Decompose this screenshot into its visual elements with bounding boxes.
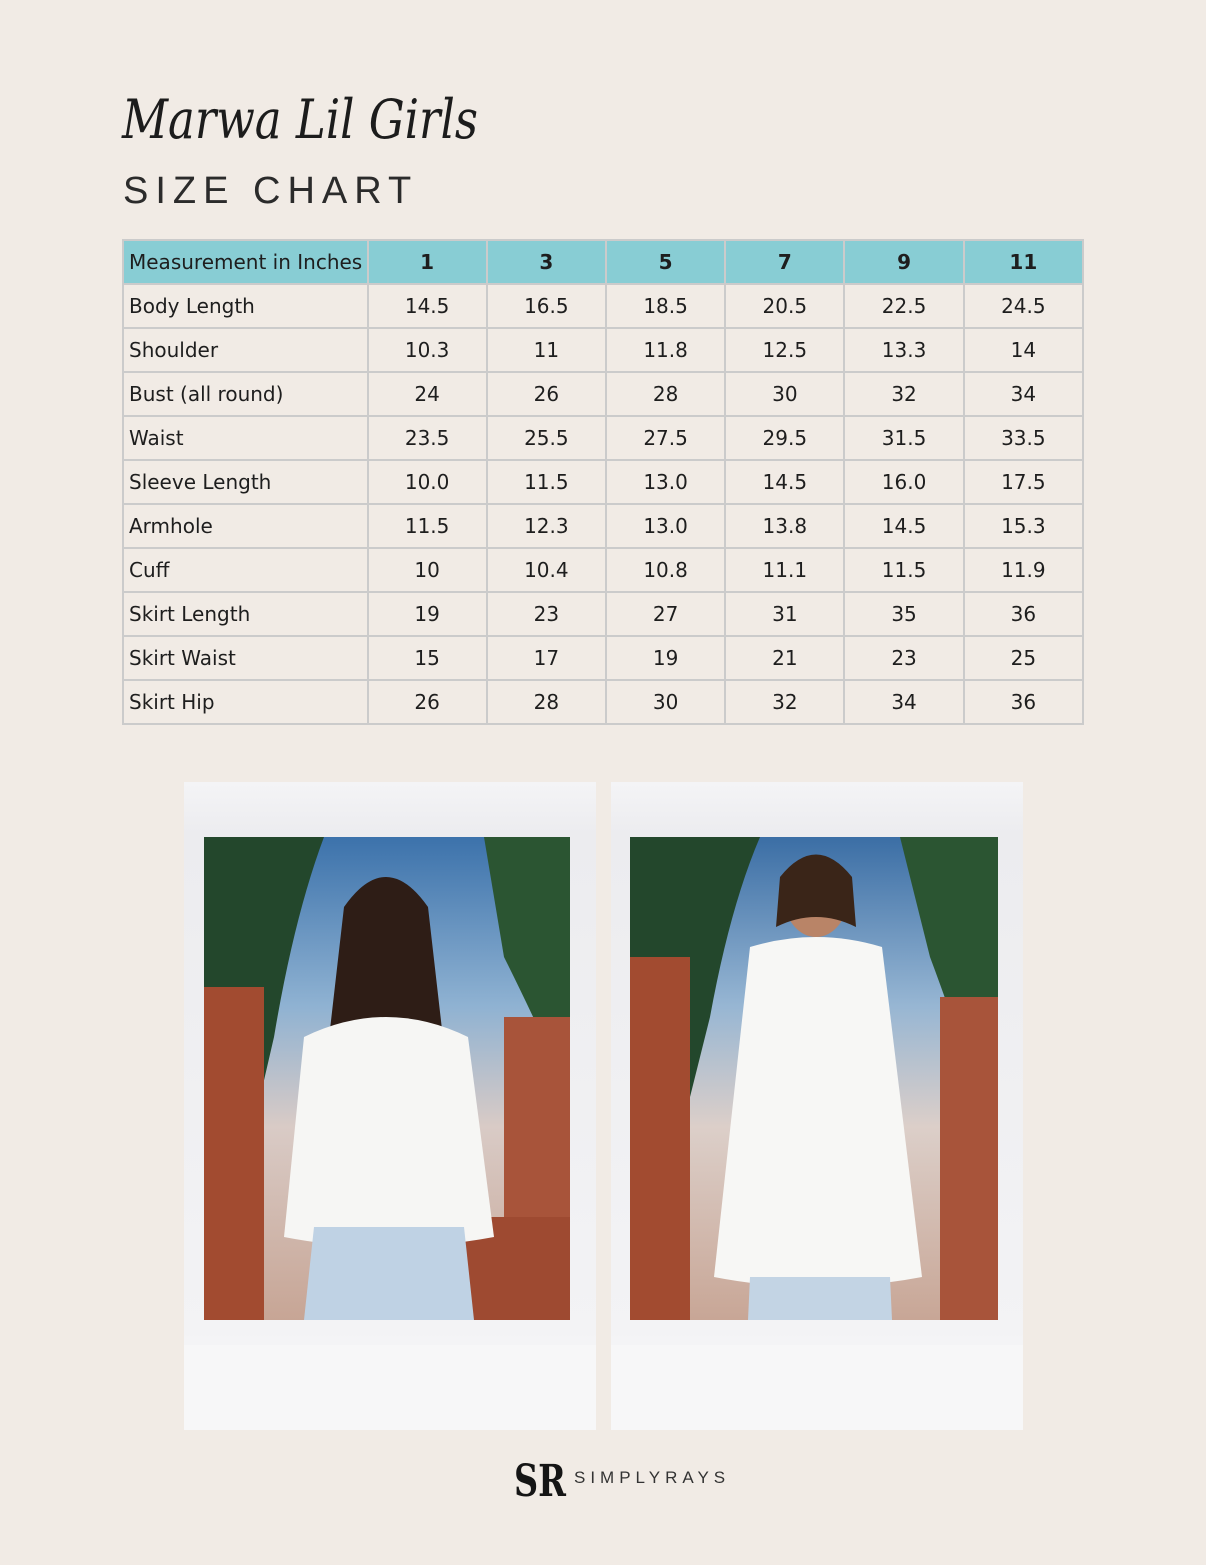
table-cell: 26 (368, 680, 487, 724)
size-header-1: 1 (368, 240, 487, 284)
table-cell: 31 (725, 592, 844, 636)
table-cell: 20.5 (725, 284, 844, 328)
table-cell: 11.5 (368, 504, 487, 548)
table-cell: 27.5 (606, 416, 725, 460)
size-header-11: 11 (964, 240, 1083, 284)
table-row (123, 504, 1083, 548)
table-cell: 21 (725, 636, 844, 680)
table-cell: 14 (964, 328, 1083, 372)
table-row (123, 548, 1083, 592)
table-cell: 17 (487, 636, 606, 680)
table-row (123, 284, 1083, 328)
brand-logo (512, 1452, 731, 1507)
table-cell: 27 (606, 592, 725, 636)
table-cell: 12.5 (725, 328, 844, 372)
table-cell: 12.3 (487, 504, 606, 548)
table-cell: 32 (725, 680, 844, 724)
table-cell: 17.5 (964, 460, 1083, 504)
table-cell: 10.0 (368, 460, 487, 504)
frame-bottom-band (611, 1345, 1023, 1430)
table-cell: 15.3 (964, 504, 1083, 548)
table-cell: 22.5 (844, 284, 963, 328)
brand-name: SIMPLYRAYS (574, 1468, 731, 1487)
frame-bottom-band (184, 1345, 596, 1430)
row-label: Armhole (123, 504, 368, 548)
table-cell: 34 (844, 680, 963, 724)
table-cell: 28 (606, 372, 725, 416)
table-cell: 36 (964, 592, 1083, 636)
table-cell: 35 (844, 592, 963, 636)
table-body (123, 284, 1083, 724)
table-row (123, 416, 1083, 460)
row-label: Waist (123, 416, 368, 460)
table-cell: 11.9 (964, 548, 1083, 592)
header-label: Measurement in Inches (123, 240, 368, 284)
table-cell: 36 (964, 680, 1083, 724)
size-header-7: 7 (725, 240, 844, 284)
table-cell: 14.5 (844, 504, 963, 548)
script-title (118, 60, 488, 170)
photo-frame-left (184, 782, 596, 1430)
table-cell: 13.3 (844, 328, 963, 372)
table-cell: 14.5 (368, 284, 487, 328)
table-cell: 11 (487, 328, 606, 372)
table-cell: 30 (725, 372, 844, 416)
row-label: Skirt Length (123, 592, 368, 636)
row-label: Shoulder (123, 328, 368, 372)
table-cell: 11.5 (844, 548, 963, 592)
table-row (123, 372, 1083, 416)
table-cell: 24 (368, 372, 487, 416)
table-row (123, 636, 1083, 680)
table-cell: 11.8 (606, 328, 725, 372)
row-label: Skirt Waist (123, 636, 368, 680)
table-cell: 29.5 (725, 416, 844, 460)
woman-model-photo (630, 837, 998, 1320)
table-cell: 25.5 (487, 416, 606, 460)
table-cell: 13.8 (725, 504, 844, 548)
table-cell: 10.4 (487, 548, 606, 592)
table-cell: 16.5 (487, 284, 606, 328)
table-row (123, 460, 1083, 504)
svg-text:SR: SR (514, 1456, 567, 1507)
table-cell: 34 (964, 372, 1083, 416)
size-header-9: 9 (844, 240, 963, 284)
table-cell: 16.0 (844, 460, 963, 504)
table-cell: 19 (606, 636, 725, 680)
table-cell: 15 (368, 636, 487, 680)
sr-monogram-icon (512, 1452, 568, 1507)
table-cell: 23.5 (368, 416, 487, 460)
table-cell: 13.0 (606, 504, 725, 548)
table-header-row (123, 240, 1083, 284)
table-cell: 23 (844, 636, 963, 680)
row-label: Cuff (123, 548, 368, 592)
size-header-5: 5 (606, 240, 725, 284)
row-label: Body Length (123, 284, 368, 328)
size-chart-table (122, 239, 1084, 725)
size-header-3: 3 (487, 240, 606, 284)
table-cell: 11.5 (487, 460, 606, 504)
girl-photo-illustration (204, 837, 570, 1320)
table-row (123, 328, 1083, 372)
page-title: SIZE CHART (123, 170, 419, 212)
table-cell: 10 (368, 548, 487, 592)
script-title-lettering (118, 60, 488, 170)
row-label: Sleeve Length (123, 460, 368, 504)
row-label: Bust (all round) (123, 372, 368, 416)
table-cell: 11.1 (725, 548, 844, 592)
table-cell: 23 (487, 592, 606, 636)
woman-photo-illustration (630, 837, 998, 1320)
photo-frame-right (611, 782, 1023, 1430)
table-row (123, 680, 1083, 724)
table-cell: 33.5 (964, 416, 1083, 460)
table-cell: 10.3 (368, 328, 487, 372)
table-cell: 25 (964, 636, 1083, 680)
table-cell: 26 (487, 372, 606, 416)
script-title-text: Marwa Lil Girls (121, 88, 479, 151)
table-cell: 24.5 (964, 284, 1083, 328)
girl-model-photo (204, 837, 570, 1320)
table-cell: 19 (368, 592, 487, 636)
table-cell: 31.5 (844, 416, 963, 460)
table-cell: 18.5 (606, 284, 725, 328)
row-label: Skirt Hip (123, 680, 368, 724)
table-cell: 30 (606, 680, 725, 724)
table-cell: 32 (844, 372, 963, 416)
table-cell: 10.8 (606, 548, 725, 592)
table-row (123, 592, 1083, 636)
table-cell: 14.5 (725, 460, 844, 504)
table-cell: 28 (487, 680, 606, 724)
table-cell: 13.0 (606, 460, 725, 504)
